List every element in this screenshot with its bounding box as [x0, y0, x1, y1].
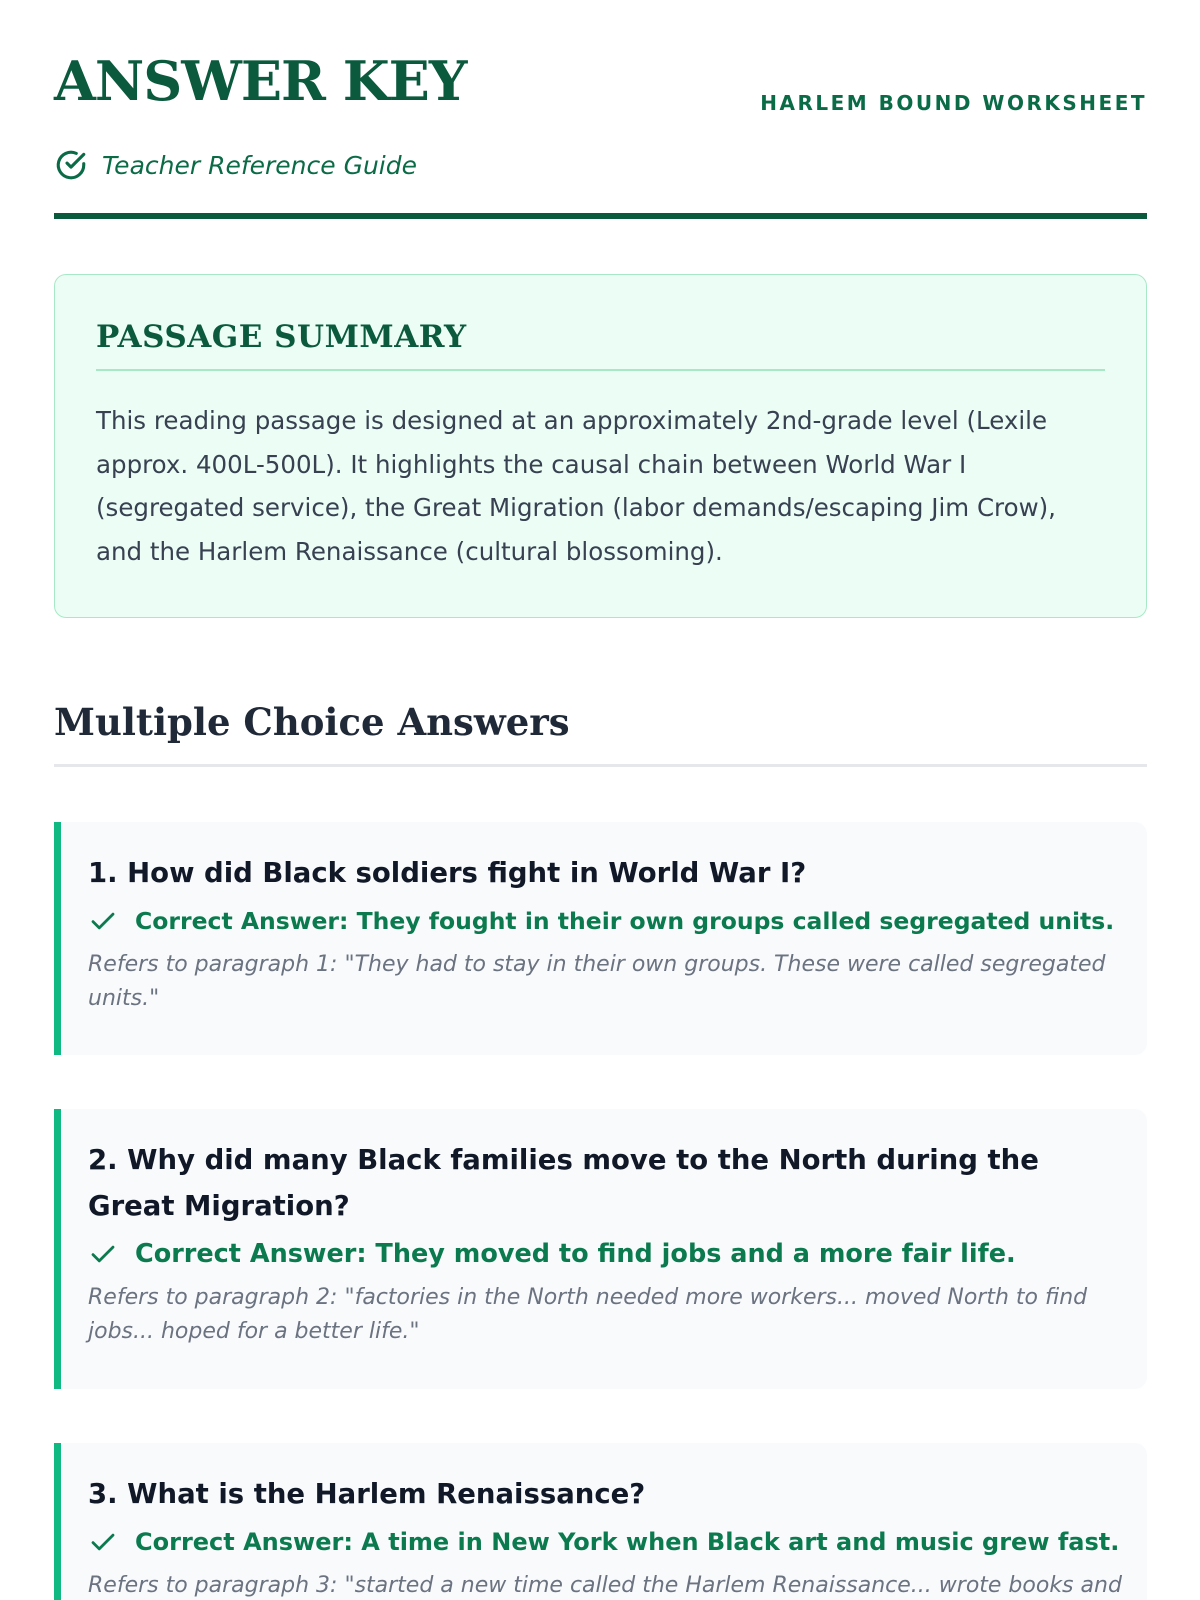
page-subtitle: Teacher Reference Guide [102, 150, 418, 180]
correct-answer: Correct Answer: They fought in their own groups called segregated units. [135, 907, 1115, 935]
question-text: 2. Why did many Black families move to the North during the Great Migration? [88, 1144, 1039, 1222]
summary-text: This reading passage is designed at an approximately 2nd-grade level (Lexile approx. 400L-500L). It highlights the causal chain between World War I (segregated service), the Great Migration (labor demands/escaping Jim Crow), and the Harlem Renaissance (cultural blossoming). [96, 406, 1056, 566]
correct-answer: Correct Answer: They moved to find jobs and a more fair life. [135, 1239, 1016, 1269]
page-title: ANSWER KEY [54, 49, 467, 113]
answer-row [88, 1239, 1121, 1269]
question-card [54, 822, 1147, 1055]
checkmark-icon [88, 1527, 118, 1557]
page-header [54, 0, 1147, 220]
multiple-choice-divider [54, 764, 1147, 767]
paragraph-reference: Refers to paragraph 1: "They had to stay in their own groups. These were called segregated units." [88, 952, 1106, 1011]
question-card [54, 1443, 1147, 1600]
question-card [54, 1109, 1147, 1389]
question-text: 1. How did Black soldiers fight in World War I? [88, 857, 807, 889]
answer-row [88, 1527, 1121, 1557]
worksheet-name: HARLEM BOUND WORKSHEET [760, 91, 1147, 115]
answer-row [88, 906, 1121, 936]
checkmark-icon [88, 906, 118, 936]
paragraph-reference: Refers to paragraph 2: "factories in the North needed more workers... moved North to find jobs... hoped for a better life." [88, 1285, 1088, 1344]
passage-summary-box [54, 274, 1147, 618]
header-divider [54, 213, 1147, 219]
summary-divider [96, 369, 1105, 371]
answer-key-page [54, 0, 1147, 1598]
subtitle-row [54, 148, 417, 182]
correct-answer: Correct Answer: A time in New York when Black art and music grew fast. [135, 1528, 1120, 1556]
check-circle-icon [54, 148, 88, 182]
checkmark-icon [88, 1239, 118, 1269]
paragraph-reference: Refers to paragraph 3: "started a new time called the Harlem Renaissance... wrote books and [88, 1573, 1122, 1598]
multiple-choice-heading: Multiple Choice Answers [54, 700, 570, 744]
question-text: 3. What is the Harlem Renaissance? [88, 1478, 646, 1510]
summary-title: PASSAGE SUMMARY [96, 319, 467, 355]
